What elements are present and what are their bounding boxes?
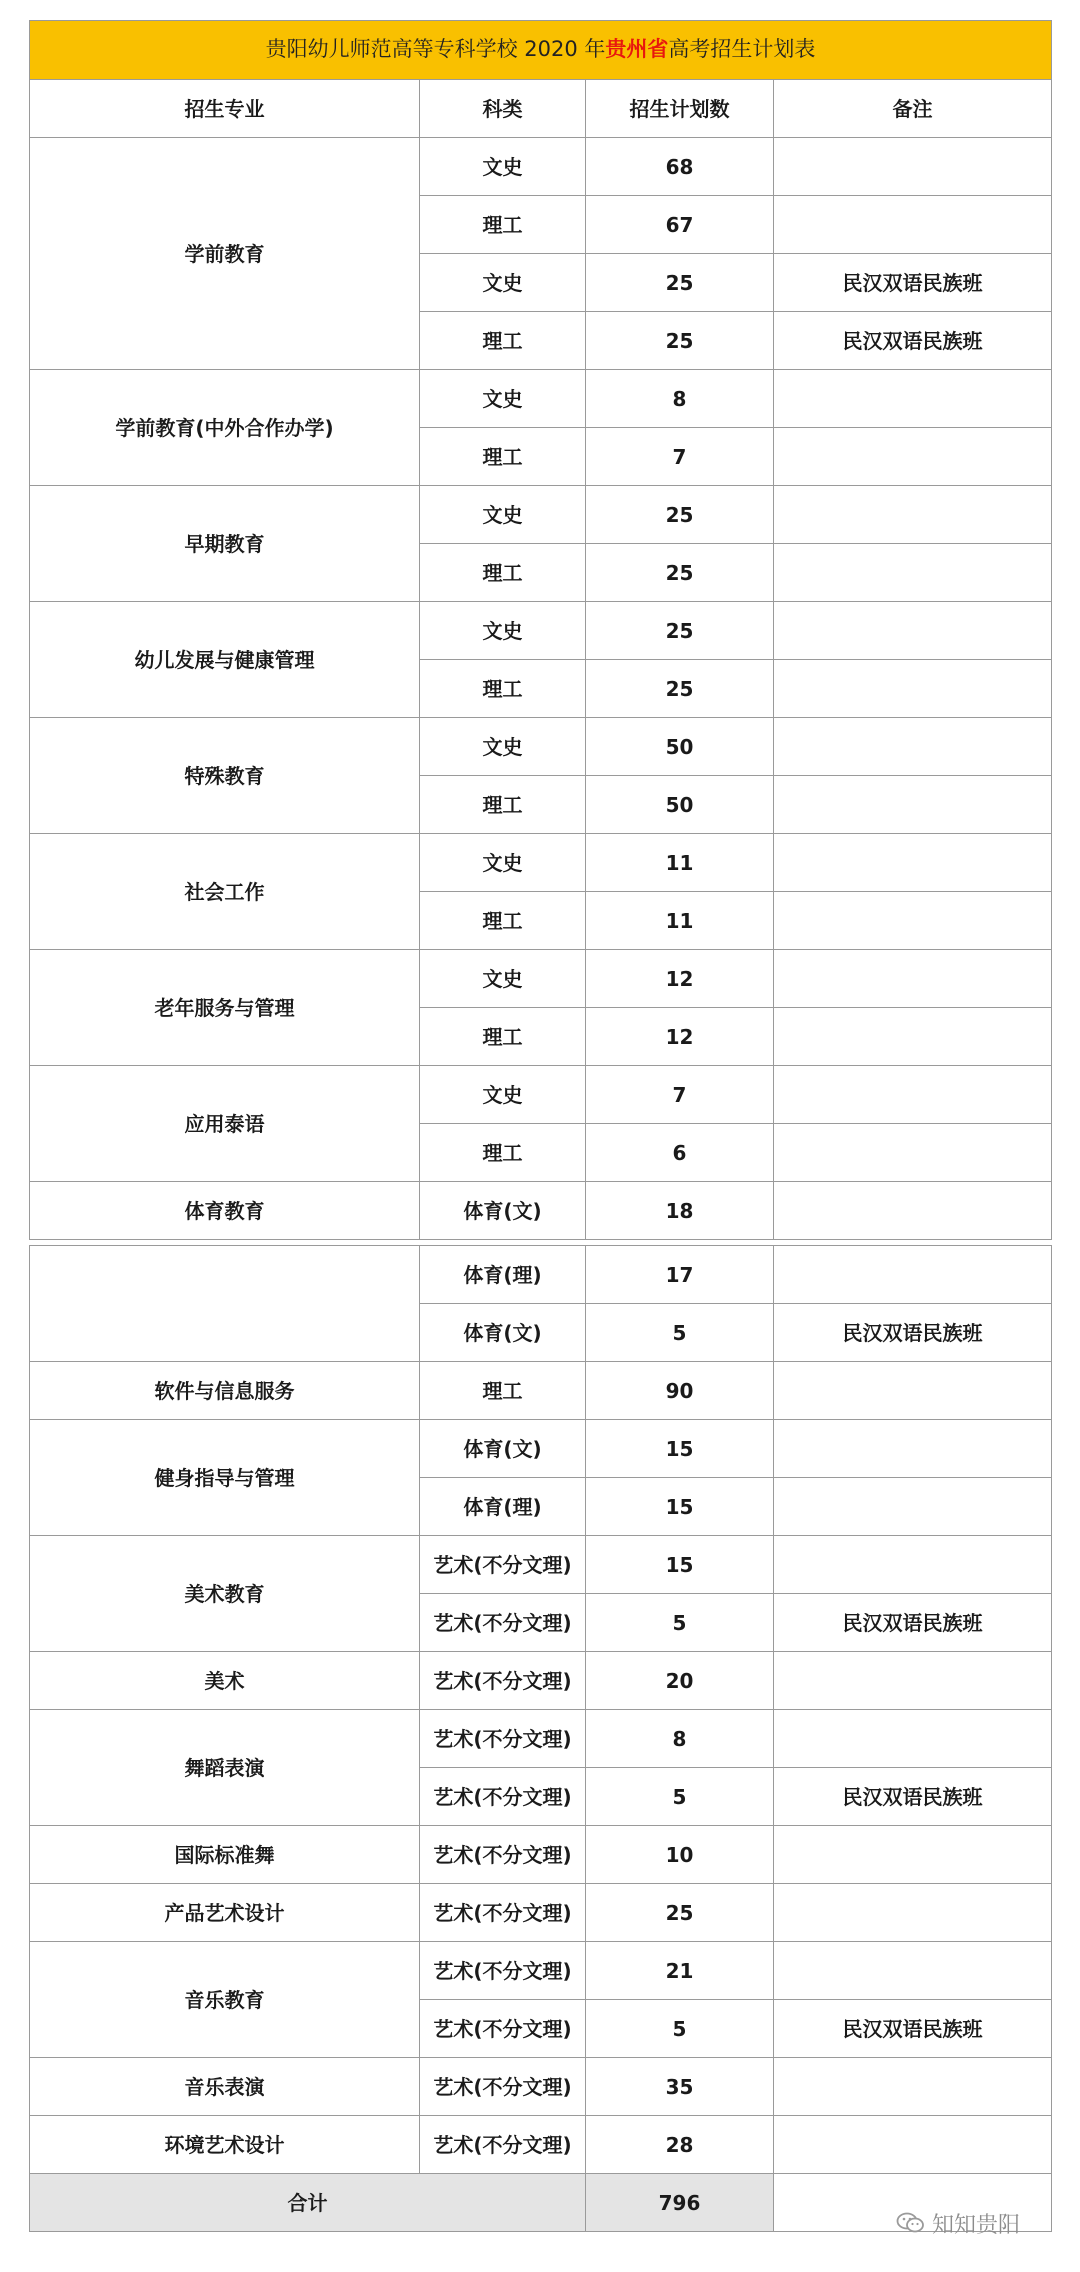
quota-cell: 25 [586, 486, 774, 544]
major-cell: 软件与信息服务 [30, 1362, 420, 1420]
table-row [30, 1536, 1052, 1594]
remark-cell [774, 2116, 1052, 2174]
remark-cell: 民汉双语民族班 [774, 1304, 1052, 1362]
header-quota: 招生计划数 [586, 80, 774, 138]
enrollment-sheet [29, 20, 1051, 2232]
table-row [30, 138, 1052, 196]
subject-cell: 体育(文) [420, 1304, 586, 1362]
enrollment-table-part1 [29, 20, 1052, 1240]
table-row [30, 1652, 1052, 1710]
table-row [30, 602, 1052, 660]
table-row [30, 1066, 1052, 1124]
header-remark: 备注 [774, 80, 1052, 138]
quota-cell: 7 [586, 428, 774, 486]
major-cell: 音乐表演 [30, 2058, 420, 2116]
subject-cell: 艺术(不分文理) [420, 2000, 586, 2058]
subject-cell: 理工 [420, 196, 586, 254]
table-row [30, 1884, 1052, 1942]
table-title [30, 21, 1052, 80]
total-label: 合计 [30, 2174, 586, 2232]
remark-cell [774, 1710, 1052, 1768]
major-cell: 应用泰语 [30, 1066, 420, 1182]
quota-cell: 67 [586, 196, 774, 254]
table-row [30, 1182, 1052, 1240]
subject-cell: 体育(文) [420, 1182, 586, 1240]
remark-cell [774, 1884, 1052, 1942]
remark-cell: 民汉双语民族班 [774, 312, 1052, 370]
table-row [30, 486, 1052, 544]
quota-cell: 11 [586, 892, 774, 950]
subject-cell: 艺术(不分文理) [420, 1884, 586, 1942]
remark-cell [774, 1478, 1052, 1536]
header-major: 招生专业 [30, 80, 420, 138]
remark-cell [774, 718, 1052, 776]
quota-cell: 68 [586, 138, 774, 196]
remark-cell [774, 1066, 1052, 1124]
subject-cell: 文史 [420, 718, 586, 776]
quota-cell: 25 [586, 312, 774, 370]
table-row [30, 370, 1052, 428]
subject-cell: 理工 [420, 312, 586, 370]
quota-cell: 5 [586, 1304, 774, 1362]
table-row [30, 1710, 1052, 1768]
table-row [30, 1826, 1052, 1884]
remark-cell [774, 1362, 1052, 1420]
quota-cell: 25 [586, 254, 774, 312]
subject-cell: 文史 [420, 486, 586, 544]
subject-cell: 体育(理) [420, 1246, 586, 1304]
remark-cell [774, 1182, 1052, 1240]
subject-cell: 文史 [420, 254, 586, 312]
major-cell: 健身指导与管理 [30, 1420, 420, 1536]
subject-cell: 理工 [420, 660, 586, 718]
quota-cell: 5 [586, 1768, 774, 1826]
subject-cell: 文史 [420, 1066, 586, 1124]
remark-cell [774, 1942, 1052, 2000]
subject-cell: 理工 [420, 892, 586, 950]
subject-cell: 理工 [420, 1008, 586, 1066]
quota-cell: 6 [586, 1124, 774, 1182]
quota-cell: 15 [586, 1420, 774, 1478]
header-row [30, 80, 1052, 138]
subject-cell: 艺术(不分文理) [420, 1942, 586, 2000]
wechat-icon [896, 2211, 926, 2235]
quota-cell: 15 [586, 1536, 774, 1594]
remark-cell [774, 1652, 1052, 1710]
major-cell: 国际标准舞 [30, 1826, 420, 1884]
quota-cell: 50 [586, 718, 774, 776]
quota-cell: 15 [586, 1478, 774, 1536]
quota-cell: 8 [586, 370, 774, 428]
quota-cell: 12 [586, 1008, 774, 1066]
subject-cell: 体育(理) [420, 1478, 586, 1536]
table-row [30, 834, 1052, 892]
remark-cell [774, 428, 1052, 486]
title-row [30, 21, 1052, 80]
remark-cell [774, 776, 1052, 834]
major-cell [30, 1246, 420, 1362]
subject-cell: 文史 [420, 602, 586, 660]
remark-cell [774, 660, 1052, 718]
quota-cell: 18 [586, 1182, 774, 1240]
title-highlight: 贵州省 [605, 37, 669, 62]
table-row [30, 1420, 1052, 1478]
remark-cell [774, 1246, 1052, 1304]
subject-cell: 文史 [420, 370, 586, 428]
quota-cell: 25 [586, 602, 774, 660]
subject-cell: 艺术(不分文理) [420, 1536, 586, 1594]
quota-cell: 20 [586, 1652, 774, 1710]
major-cell: 幼儿发展与健康管理 [30, 602, 420, 718]
subject-cell: 文史 [420, 834, 586, 892]
title-suffix: 高考招生计划表 [668, 37, 816, 62]
table-row [30, 718, 1052, 776]
quota-cell: 21 [586, 1942, 774, 2000]
remark-cell: 民汉双语民族班 [774, 254, 1052, 312]
major-cell: 早期教育 [30, 486, 420, 602]
quota-cell: 28 [586, 2116, 774, 2174]
major-cell: 舞蹈表演 [30, 1710, 420, 1826]
quota-cell: 7 [586, 1066, 774, 1124]
subject-cell: 体育(文) [420, 1420, 586, 1478]
remark-cell [774, 950, 1052, 1008]
subject-cell: 理工 [420, 1124, 586, 1182]
major-cell: 美术 [30, 1652, 420, 1710]
table-row [30, 950, 1052, 1008]
watermark-text: 知知贵阳 [932, 2212, 1021, 2238]
subject-cell: 艺术(不分文理) [420, 1594, 586, 1652]
subject-cell: 艺术(不分文理) [420, 1826, 586, 1884]
table-row [30, 2058, 1052, 2116]
table-row [30, 1942, 1052, 2000]
quota-cell: 25 [586, 660, 774, 718]
major-cell: 特殊教育 [30, 718, 420, 834]
remark-cell: 民汉双语民族班 [774, 1594, 1052, 1652]
quota-cell: 10 [586, 1826, 774, 1884]
remark-cell: 民汉双语民族班 [774, 1768, 1052, 1826]
quota-cell: 12 [586, 950, 774, 1008]
remark-cell [774, 138, 1052, 196]
major-cell: 老年服务与管理 [30, 950, 420, 1066]
major-cell: 音乐教育 [30, 1942, 420, 2058]
subject-cell: 艺术(不分文理) [420, 2058, 586, 2116]
subject-cell: 艺术(不分文理) [420, 1710, 586, 1768]
subject-cell: 理工 [420, 1362, 586, 1420]
remark-cell [774, 1008, 1052, 1066]
enrollment-table-part2 [29, 1245, 1052, 2232]
subject-cell: 艺术(不分文理) [420, 1768, 586, 1826]
major-cell: 环境艺术设计 [30, 2116, 420, 2174]
quota-cell: 11 [586, 834, 774, 892]
quota-cell: 35 [586, 2058, 774, 2116]
subject-cell: 文史 [420, 950, 586, 1008]
table-row [30, 1362, 1052, 1420]
major-cell: 社会工作 [30, 834, 420, 950]
title-prefix: 贵阳幼儿师范高等专科学校 2020 年 [265, 37, 606, 62]
remark-cell [774, 196, 1052, 254]
total-value: 796 [586, 2174, 774, 2232]
remark-cell [774, 370, 1052, 428]
remark-cell [774, 834, 1052, 892]
table-row [30, 2116, 1052, 2174]
remark-cell [774, 1420, 1052, 1478]
table-row [30, 1246, 1052, 1304]
quota-cell: 25 [586, 544, 774, 602]
remark-cell [774, 602, 1052, 660]
watermark [896, 2208, 1020, 2238]
major-cell: 学前教育(中外合作办学) [30, 370, 420, 486]
subject-cell: 艺术(不分文理) [420, 1652, 586, 1710]
remark-cell [774, 1124, 1052, 1182]
quota-cell: 50 [586, 776, 774, 834]
remark-cell [774, 892, 1052, 950]
remark-cell: 民汉双语民族班 [774, 2000, 1052, 2058]
remark-cell [774, 486, 1052, 544]
subject-cell: 理工 [420, 776, 586, 834]
remark-cell [774, 544, 1052, 602]
major-cell: 体育教育 [30, 1182, 420, 1240]
quota-cell: 90 [586, 1362, 774, 1420]
quota-cell: 25 [586, 1884, 774, 1942]
major-cell: 美术教育 [30, 1536, 420, 1652]
major-cell: 学前教育 [30, 138, 420, 370]
major-cell: 产品艺术设计 [30, 1884, 420, 1942]
quota-cell: 8 [586, 1710, 774, 1768]
subject-cell: 文史 [420, 138, 586, 196]
quota-cell: 17 [586, 1246, 774, 1304]
header-subject: 科类 [420, 80, 586, 138]
remark-cell [774, 1536, 1052, 1594]
subject-cell: 理工 [420, 428, 586, 486]
quota-cell: 5 [586, 2000, 774, 2058]
subject-cell: 艺术(不分文理) [420, 2116, 586, 2174]
quota-cell: 5 [586, 1594, 774, 1652]
subject-cell: 理工 [420, 544, 586, 602]
remark-cell [774, 1826, 1052, 1884]
remark-cell [774, 2058, 1052, 2116]
